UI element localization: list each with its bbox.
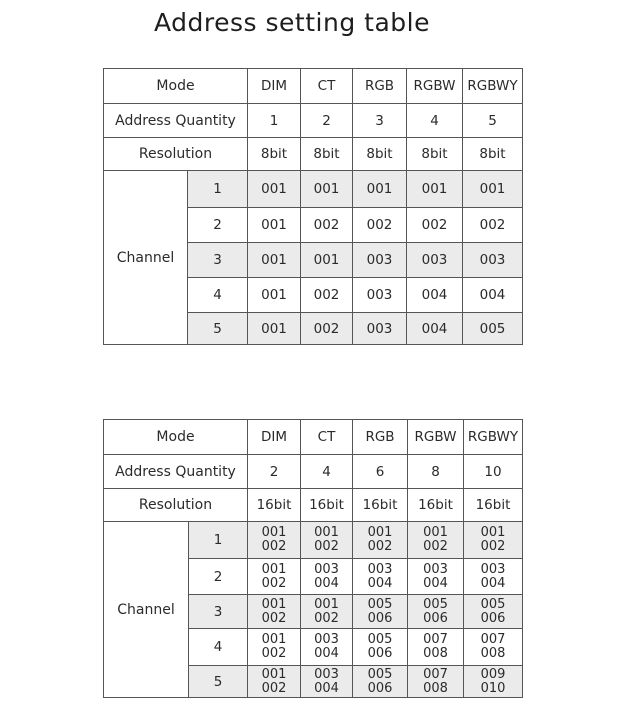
address-value: 004 xyxy=(367,575,393,591)
address-value: 005 xyxy=(423,596,448,612)
channel-number: 4 xyxy=(188,278,248,313)
address-value: 001 xyxy=(261,632,287,647)
channel-value xyxy=(408,522,464,559)
channel-value xyxy=(408,629,464,666)
resolution-cell: 16bit xyxy=(353,489,408,522)
channel-value: 001 xyxy=(248,208,301,243)
address-value: 002 xyxy=(261,539,287,554)
address-value: 006 xyxy=(423,610,448,626)
address-value: 006 xyxy=(480,610,506,626)
channel-value: 002 xyxy=(407,208,463,243)
address-value: 006 xyxy=(367,680,393,696)
channel-number: 1 xyxy=(188,171,248,208)
channel-value xyxy=(301,595,353,629)
channel-value xyxy=(353,629,408,666)
channel-value: 005 xyxy=(463,313,523,345)
quantity-cell: 4 xyxy=(301,455,353,489)
address-value: 007 xyxy=(480,632,506,647)
address-value: 007 xyxy=(423,632,448,647)
address-value: 008 xyxy=(480,646,506,661)
address-value: 003 xyxy=(367,561,393,577)
resolution-cell: 16bit xyxy=(301,489,353,522)
address-value: 001 xyxy=(261,525,287,540)
channel-value: 002 xyxy=(463,208,523,243)
address-value: 007 xyxy=(423,666,448,682)
resolution-header: Resolution xyxy=(104,489,248,522)
channel-header: Channel xyxy=(104,522,189,698)
address-value: 001 xyxy=(367,525,393,540)
page-title: Address setting table xyxy=(154,8,430,37)
address-value: 006 xyxy=(367,646,393,661)
channel-number: 3 xyxy=(189,595,248,629)
address-value: 002 xyxy=(261,575,287,591)
address-value: 006 xyxy=(367,610,393,626)
address-value: 001 xyxy=(261,561,287,577)
quantity-cell: 4 xyxy=(407,104,463,138)
mode-cell: RGBWY xyxy=(464,420,523,455)
address-value: 002 xyxy=(423,539,448,554)
address-value: 004 xyxy=(480,575,506,591)
channel-number: 1 xyxy=(189,522,248,559)
quantity-cell: 2 xyxy=(248,455,301,489)
resolution-cell: 8bit xyxy=(248,138,301,171)
channel-value: 003 xyxy=(407,243,463,278)
channel-value xyxy=(464,595,523,629)
quantity-cell: 3 xyxy=(353,104,407,138)
channel-value xyxy=(464,559,523,595)
address-value: 004 xyxy=(314,646,339,661)
channel-value xyxy=(301,522,353,559)
quantity-cell: 5 xyxy=(463,104,523,138)
channel-value: 001 xyxy=(301,171,353,208)
channel-value: 002 xyxy=(301,278,353,313)
address-value: 003 xyxy=(480,561,506,577)
resolution-cell: 8bit xyxy=(301,138,353,171)
channel-number: 5 xyxy=(189,666,248,698)
mode-header: Mode xyxy=(104,69,248,104)
address-value: 002 xyxy=(480,539,506,554)
channel-value: 004 xyxy=(407,313,463,345)
channel-value: 001 xyxy=(248,313,301,345)
address-value: 004 xyxy=(314,680,339,696)
channel-number: 2 xyxy=(188,208,248,243)
channel-value xyxy=(301,629,353,666)
address-value: 002 xyxy=(261,646,287,661)
address-value: 002 xyxy=(314,610,339,626)
channel-number: 2 xyxy=(189,559,248,595)
address-value: 003 xyxy=(314,666,339,682)
quantity-cell: 10 xyxy=(464,455,523,489)
address-value: 005 xyxy=(367,632,393,647)
address-value: 001 xyxy=(261,666,287,682)
channel-value: 001 xyxy=(301,243,353,278)
channel-number: 5 xyxy=(188,313,248,345)
channel-number: 4 xyxy=(189,629,248,666)
quantity-cell: 2 xyxy=(301,104,353,138)
channel-header: Channel xyxy=(104,171,188,345)
channel-value xyxy=(248,559,301,595)
channel-value: 003 xyxy=(353,278,407,313)
resolution-cell: 8bit xyxy=(463,138,523,171)
channel-value xyxy=(248,629,301,666)
channel-value: 001 xyxy=(463,171,523,208)
mode-cell: RGB xyxy=(353,69,407,104)
address-value: 008 xyxy=(423,646,448,661)
mode-cell: RGB xyxy=(353,420,408,455)
address-value: 002 xyxy=(261,680,287,696)
channel-value xyxy=(248,666,301,698)
channel-value: 003 xyxy=(353,243,407,278)
channel-value xyxy=(353,559,408,595)
channel-value: 001 xyxy=(407,171,463,208)
quantity-header: Address Quantity xyxy=(104,455,248,489)
mode-cell: DIM xyxy=(248,420,301,455)
address-value: 005 xyxy=(480,596,506,612)
address-value: 009 xyxy=(480,666,506,682)
channel-value: 003 xyxy=(353,313,407,345)
resolution-header: Resolution xyxy=(104,138,248,171)
address-value: 002 xyxy=(261,610,287,626)
channel-value: 004 xyxy=(463,278,523,313)
channel-value xyxy=(408,666,464,698)
mode-cell: DIM xyxy=(248,69,301,104)
address-value: 002 xyxy=(314,539,339,554)
quantity-cell: 1 xyxy=(248,104,301,138)
channel-value: 002 xyxy=(353,208,407,243)
address-value: 005 xyxy=(367,596,393,612)
channel-value: 003 xyxy=(463,243,523,278)
resolution-cell: 16bit xyxy=(408,489,464,522)
channel-value: 002 xyxy=(301,313,353,345)
address-value: 001 xyxy=(480,525,506,540)
address-value: 001 xyxy=(423,525,448,540)
address-value: 003 xyxy=(314,561,339,577)
channel-value: 001 xyxy=(353,171,407,208)
mode-header: Mode xyxy=(104,420,248,455)
quantity-cell: 6 xyxy=(353,455,408,489)
channel-value xyxy=(408,559,464,595)
channel-value xyxy=(464,522,523,559)
address-value: 001 xyxy=(261,596,287,612)
channel-value: 001 xyxy=(248,243,301,278)
address-value: 002 xyxy=(367,539,393,554)
address-value: 003 xyxy=(423,561,448,577)
channel-value xyxy=(464,629,523,666)
resolution-cell: 16bit xyxy=(464,489,523,522)
address-value: 004 xyxy=(314,575,339,591)
address-value: 010 xyxy=(480,680,506,696)
channel-value xyxy=(408,595,464,629)
mode-cell: RGBWY xyxy=(463,69,523,104)
channel-value xyxy=(248,522,301,559)
resolution-cell: 8bit xyxy=(353,138,407,171)
channel-value xyxy=(353,595,408,629)
address-value: 001 xyxy=(314,525,339,540)
channel-value xyxy=(301,666,353,698)
mode-cell: RGBW xyxy=(407,69,463,104)
channel-value: 001 xyxy=(248,278,301,313)
channel-value xyxy=(353,522,408,559)
mode-cell: RGBW xyxy=(408,420,464,455)
address-value: 004 xyxy=(423,575,448,591)
address-value: 003 xyxy=(314,632,339,647)
channel-value xyxy=(353,666,408,698)
resolution-cell: 16bit xyxy=(248,489,301,522)
address-value: 005 xyxy=(367,666,393,682)
address-value: 008 xyxy=(423,680,448,696)
channel-number: 3 xyxy=(188,243,248,278)
quantity-header: Address Quantity xyxy=(104,104,248,138)
resolution-cell: 8bit xyxy=(407,138,463,171)
quantity-cell: 8 xyxy=(408,455,464,489)
address-table-8bit xyxy=(103,68,523,345)
channel-value: 004 xyxy=(407,278,463,313)
address-table-16bit xyxy=(103,419,523,698)
channel-value xyxy=(248,595,301,629)
channel-value: 002 xyxy=(301,208,353,243)
address-value: 001 xyxy=(314,596,339,612)
mode-cell: CT xyxy=(301,69,353,104)
channel-value: 001 xyxy=(248,171,301,208)
channel-value xyxy=(464,666,523,698)
mode-cell: CT xyxy=(301,420,353,455)
channel-value xyxy=(301,559,353,595)
